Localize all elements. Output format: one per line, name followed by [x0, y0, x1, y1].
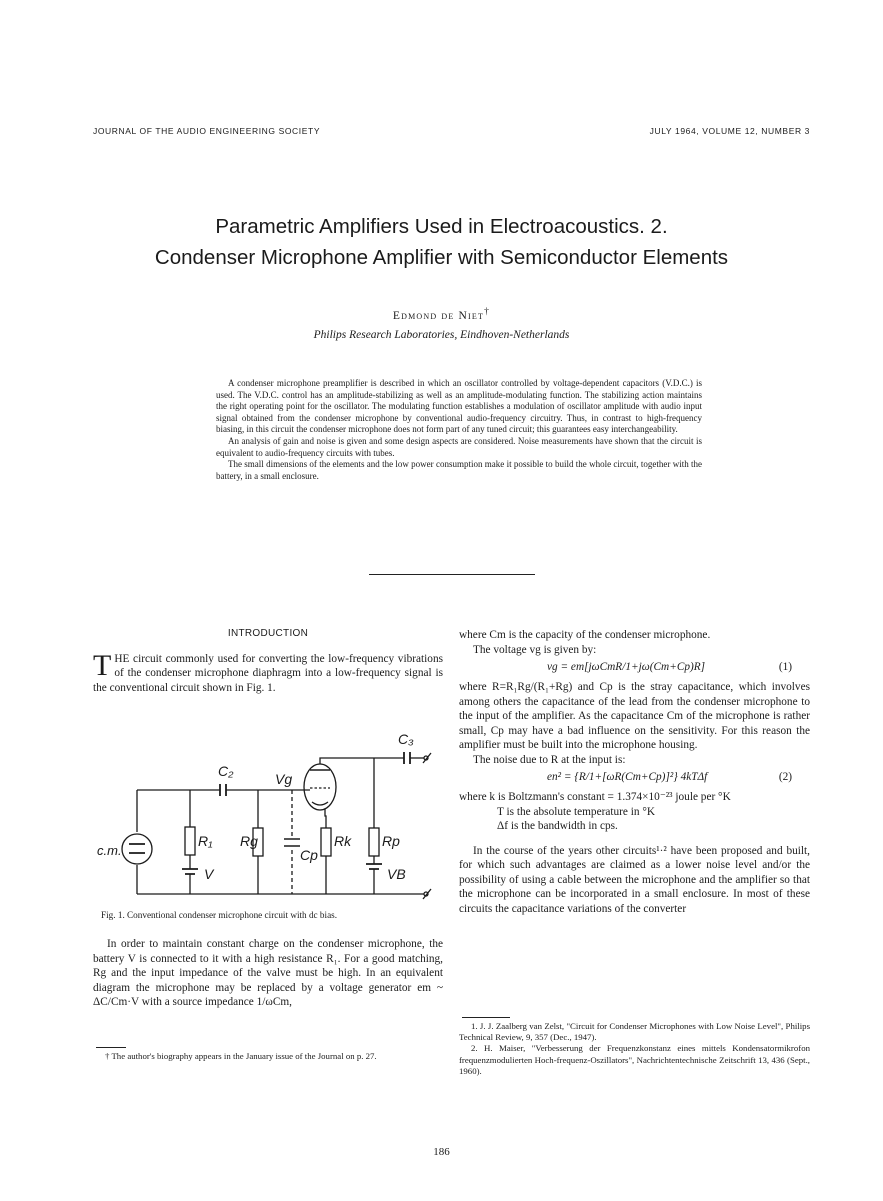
- body-paragraph-2: In order to maintain constant charge on the condenser microphone, the battery V is connected to it with a high resistance R₁. For a good matching, Rg and the input impedance of the valve must be high. In an equivalent diagram the microphone may be replaced by a voltage generator em ~ ΔC/Cm·V with a source impedance 1/ωCm,: [93, 938, 443, 1008]
- equation-1-formula: vg = em[jωCmR/1+jω(Cm+Cp)R]: [547, 661, 706, 673]
- right-paragraph-3: where R=R₁Rg/(R₁+Rg) and Cp is the stray capacitance, which involves among others the capacitance of the lead from the condenser microphone to the input of the amplifier. As the capacitance Cm of the microphone is rather small, Cp may have a bad influence on the sensitivity. For this reason the amplifier must be built into the microphone housing.: [459, 681, 810, 751]
- battery-vb: [366, 864, 382, 869]
- drop-cap: T: [93, 648, 112, 682]
- equation-1: [459, 660, 810, 677]
- title-line-2: Condenser Microphone Amplifier with Semiconductor Elements: [154, 246, 729, 269]
- affiliation: Philips Research Laboratories, Eindhoven-Netherlands: [313, 329, 570, 341]
- abstract-paragraph-2: An analysis of gain and noise is given and some design aspects are considered. Noise measurements have shown that the circuit is equivalent to audio-frequency circuits with tubes.: [216, 435, 702, 458]
- equation-1-number: (1): [778, 661, 792, 673]
- references: [459, 1021, 810, 1077]
- right-column: [459, 628, 810, 916]
- right-paragraph-2: The voltage vg is given by:: [473, 643, 597, 656]
- battery-v: [182, 869, 198, 874]
- reference-1: 1. J. J. Zaalberg van Zelst, "Circuit for Condenser Microphones with Low Noise Level", Philips Technical Review, 9, 357 (Dec., 1947).: [459, 1021, 810, 1043]
- resistor-rp: [369, 828, 379, 856]
- references-rule: [462, 1017, 510, 1018]
- section-heading: INTRODUCTION: [227, 628, 309, 639]
- capacitor-c3: [404, 752, 410, 764]
- capacitor-c2: [220, 784, 226, 796]
- label-rg: Rg: [240, 833, 258, 849]
- circuit-diagram: [97, 722, 442, 900]
- right-paragraph-1: where Cm is the capacity of the condenser microphone.: [459, 629, 711, 641]
- abstract-paragraph-1: A condenser microphone preamplifier is described in which an oscillator controlled by voltage-dependent capacitors (V.D.C.) is used. The V.D.C. control has an amplitude-stabilizing as well as an amplitude-modulating function. The stabilizing action maintains the right operating point for the oscillator. The modulating function establishes a modulation of oscillator amplitude with audio input signal obtained from the condenser microphone by conventional audio-frequency circuitry. Thus, in contrast to high-frequency biasing, in this circuit the condenser microphone does not form part of any tuned circuit; this guarantees easy interchangeability.: [216, 378, 702, 435]
- abstract-paragraph-3: The small dimensions of the elements and the low power consumption make it possible to build the whole circuit, together with the battery, in a small enclosure.: [216, 459, 702, 481]
- author-mark: †: [484, 306, 491, 317]
- label-cm: c.m.: [97, 843, 122, 858]
- label-v: V: [204, 866, 214, 882]
- label-rp: Rp: [382, 833, 400, 849]
- definition-t: T is the absolute temperature in °K: [497, 805, 656, 818]
- label-rk: Rk: [334, 833, 352, 849]
- author-footnote: [93, 1051, 443, 1062]
- journal-name: JOURNAL OF THE AUDIO ENGINEERING SOCIETY: [93, 126, 321, 136]
- definition-df: Δf is the bandwidth in cps.: [497, 820, 618, 832]
- abstract: [216, 378, 702, 482]
- label-cp: Cp: [300, 847, 318, 863]
- right-paragraph-4: The noise due to R at the input is:: [473, 753, 626, 766]
- label-c3: C₃: [398, 731, 414, 747]
- resistor-r1: [185, 827, 195, 855]
- reference-2: 2. H. Maiser, "Verbesserung der Frequenzkonstanz eines mittels Kondensatormikrofon frequenzmodulierten Hoch-frequenz-Oszillators", Nachrichtentechnische Zeitschrift 13, 436 (Sept., 1960).: [459, 1043, 810, 1076]
- issue-info: JULY 1964, VOLUME 12, NUMBER 3: [649, 126, 810, 136]
- page-number: 186: [433, 1146, 450, 1158]
- left-column-continued: [93, 937, 443, 1010]
- valve-tube: [304, 764, 336, 810]
- label-vb: VB: [387, 866, 406, 882]
- definition-k: where k is Boltzmann's constant = 1.374×10⁻²³ joule per °K: [459, 791, 731, 803]
- footnote-rule: [96, 1047, 126, 1048]
- label-c2: C₂: [218, 763, 234, 779]
- equation-2-number: (2): [778, 771, 792, 783]
- label-r1: R₁: [198, 833, 213, 849]
- wire-plate: [320, 758, 404, 764]
- label-vg: Vg: [275, 771, 293, 787]
- wire-rk: [325, 809, 326, 894]
- article-title: [0, 211, 883, 273]
- equation-2: [459, 770, 810, 787]
- resistor-rk: [321, 828, 331, 856]
- microphone-symbol: [122, 834, 152, 864]
- intro-paragraph: THE circuit commonly used for converting the low-frequency vibrations of the condenser microphone diaphragm into a low-frequency signal is the conventional circuit shown in Fig. 1.: [93, 648, 443, 694]
- right-paragraph-5: In the course of the years other circuits¹·² have been proposed and built, for which such advantages are claimed as a lower noise level and/or the possibility of using a cable between the microphone and the amplifier so that the microphone can be incorporated in a small enclosure. In most of these circuits the capacitance variations of the converter: [459, 844, 810, 915]
- footnote-text: † The author's biography appears in the January issue of the Journal on p. 27.: [105, 1051, 377, 1061]
- title-line-1: Parametric Amplifiers Used in Electroacoustics. 2.: [215, 215, 668, 238]
- equation-2-formula: en² = {R/1+[ωR(Cm+Cp)]²} 4kTΔf: [547, 771, 708, 783]
- author-name: Edmond de Niet: [392, 309, 485, 322]
- author: [0, 306, 883, 322]
- left-column: [93, 627, 443, 695]
- figure-caption: Fig. 1. Conventional condenser microphone circuit with dc bias.: [101, 910, 338, 920]
- separator-rule: [369, 574, 535, 575]
